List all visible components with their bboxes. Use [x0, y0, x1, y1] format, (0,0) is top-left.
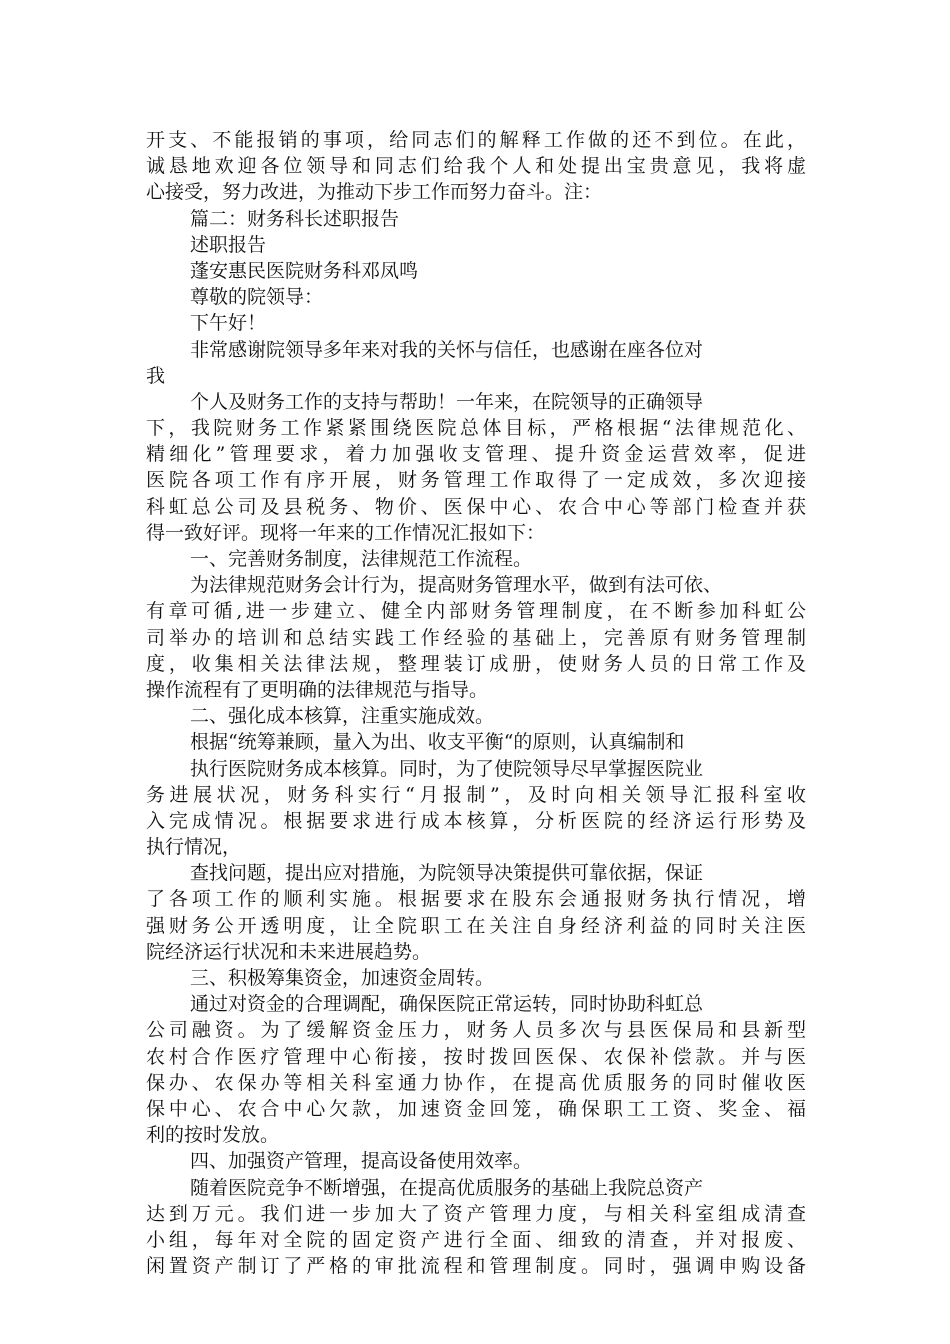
report-title: 述职报告 — [190, 233, 267, 256]
text-line: 农村合作医疗管理中心衔接，按时拨回医保、农保补偿款。并与医 — [146, 1045, 806, 1068]
text-line: 闲置资产制订了严格的审批流程和管理制度。同时，强调申购设备 — [146, 1255, 806, 1278]
text-line: 务进展状况，财务科实行“月报制”，及时向相关领导汇报科室收 — [146, 783, 806, 806]
text-line: 入完成情况。根据要求进行成本核算，分析医院的经济运行形势及 — [146, 809, 806, 832]
author-line: 蓬安惠民医院财务科邓凤鸣 — [190, 259, 419, 282]
text-line: 执行医院财务成本核算。同时，为了使院领导尽早掌握医院业 — [190, 757, 704, 780]
text-line: 为法律规范财务会计行为，提高财务管理水平，做到有法可依、 — [190, 574, 723, 597]
text-line: 达到万元。我们进一步加大了资产管理力度，与相关科室组成清查 — [146, 1202, 806, 1225]
text-line: 个人及财务工作的支持与帮助！一年来，在院领导的正确领导 — [190, 390, 704, 413]
section-heading: 二、强化成本核算，注重实施成效。 — [190, 705, 495, 728]
section-heading: 篇二：财务科长述职报告 — [190, 207, 400, 230]
section-heading: 三、积极筹集资金，加速资金周转。 — [190, 967, 495, 989]
text-line: 强财务公开透明度，让全院职工在关注自身经济利益的同时关注医 — [146, 914, 806, 937]
text-line: 医院各项工作有序开展，财务管理工作取得了一定成效，多次迎接 — [146, 469, 806, 492]
text-line: 保办、农保办等相关科室通力协作，在提高优质服务的同时催收医 — [146, 1071, 806, 1094]
text-line: 诚恳地欢迎各位领导和同志们给我个人和处提出宝贵意见，我将虚 — [146, 155, 806, 178]
text-line: 开支、不能报销的事项，给同志们的解释工作做的还不到位。在此， — [146, 129, 806, 151]
text-line: 了各项工作的顺利实施。根据要求在股东会通报财务执行情况，增 — [146, 888, 806, 911]
greeting: 下午好！ — [190, 312, 267, 335]
text-line: 有章可循,进一步建立、健全内部财务管理制度，在不断参加科虹公 — [146, 600, 806, 623]
text-line: 通过对资金的合理调配，确保医院正常运转，同时协助科虹总 — [190, 993, 704, 1016]
text-line: 得一致好评。现将一年来的工作情况汇报如下： — [146, 521, 546, 544]
document-body — [146, 127, 806, 1279]
text-line: 操作流程有了更明确的法律规范与指导。 — [146, 678, 489, 701]
salutation: 尊敬的院领导： — [190, 286, 324, 309]
text-line: 执行情况， — [146, 836, 242, 859]
text-line: 查找问题，提出应对措施，为院领导决策提供可靠依据，保证 — [190, 862, 704, 885]
text-line: 科虹总公司及县税务、物价、医保中心、农合中心等部门检查并获 — [146, 495, 806, 518]
text-line: 司举办的培训和总结实践工作经验的基础上，完善原有财务管理制 — [146, 626, 806, 649]
text-line: 公司融资。为了缓解资金压力，财务人员多次与县医保局和县新型 — [146, 1019, 806, 1042]
text-line: 度，收集相关法律法规，整理装订成册，使财务人员的日常工作及 — [146, 652, 806, 675]
text-line: 利的按时发放。 — [146, 1124, 280, 1147]
text-line: 我 — [146, 364, 166, 387]
section-heading: 四、加强资产管理，提高设备使用效率。 — [190, 1150, 533, 1173]
text-line: 非常感谢院领导多年来对我的关怀与信任，也感谢在座各位对 — [190, 338, 704, 361]
text-line: 精细化”管理要求，着力加强收支管理、提升资金运营效率，促进 — [146, 443, 806, 466]
text-line: 根据“统筹兼顾，量入为出、收支平衡“的原则，认真编制和 — [190, 731, 685, 754]
text-line: 保中心、农合中心欠款，加速资金回笼，确保职工工资、奖金、福 — [146, 1097, 806, 1120]
section-heading: 一、完善财务制度，法律规范工作流程。 — [190, 548, 533, 570]
text-line: 下，我院财务工作紧紧围绕医院总体目标，严格根据“法律规范化、 — [146, 417, 806, 440]
text-line: 心接受，努力改进，为推动下步工作而努力奋斗。注： — [146, 181, 603, 204]
text-line: 随着医院竞争不断增强，在提高优质服务的基础上我院总资产 — [190, 1176, 704, 1199]
text-line: 小组，每年对全院的固定资产进行全面、细致的清查，并对报废、 — [146, 1228, 806, 1251]
text-line: 院经济运行状况和未来进展趋势。 — [146, 940, 432, 963]
